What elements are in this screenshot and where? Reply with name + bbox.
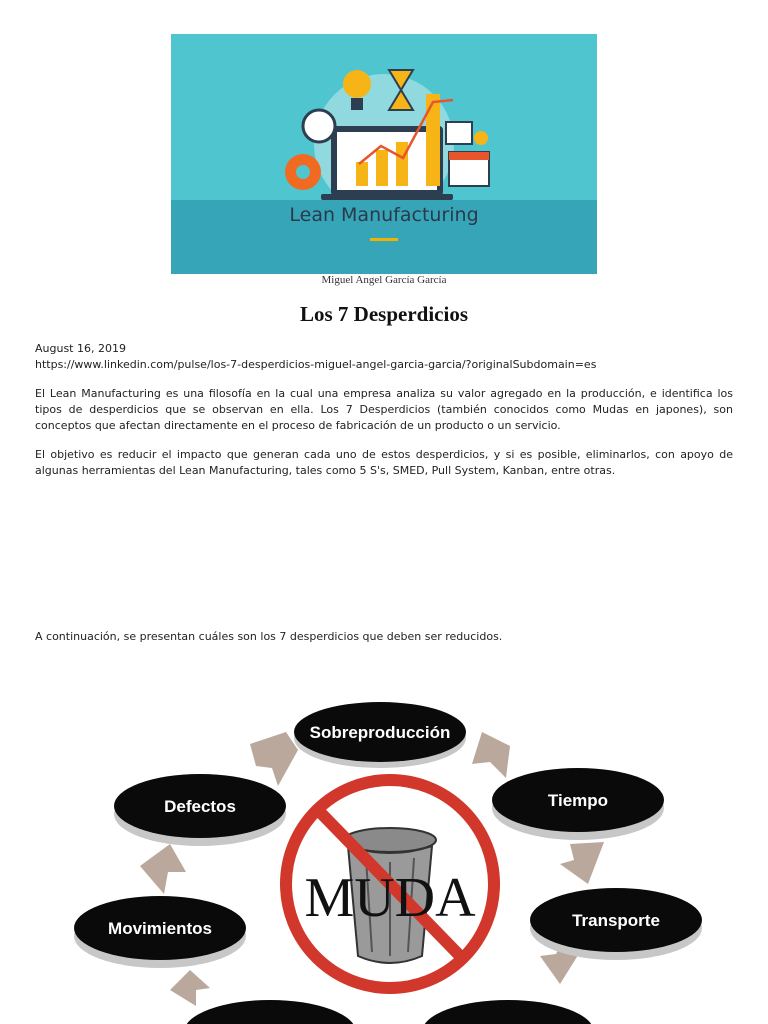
waste-partial-left [184, 1000, 356, 1024]
source-url[interactable]: https://www.linkedin.com/pulse/los-7-desperdicios-miguel-angel-garcia-garcia/?originalSubdomain=es [35, 358, 597, 371]
waste-movimientos [74, 896, 246, 968]
waste-label: Defectos [164, 797, 236, 816]
muda-center [286, 780, 494, 988]
waste-label: Sobreproducción [309, 723, 451, 742]
seven-wastes-diagram [60, 688, 720, 1024]
cycle-arrow [140, 844, 186, 894]
cycle-arrow [170, 970, 210, 1006]
waste-tiempo [492, 768, 664, 840]
cycle-arrow [472, 732, 510, 778]
waste-sobreproduccion [294, 702, 466, 768]
publish-date: August 16, 2019 [35, 342, 126, 355]
muda-label: MUDA [304, 867, 476, 929]
list-intro-paragraph: A continuación, se presentan cuáles son los 7 desperdicios que deben ser reducidos. [35, 630, 503, 643]
checklist-icon [446, 122, 472, 144]
lean-manufacturing-banner [171, 34, 597, 274]
waste-defectos [114, 774, 286, 846]
waste-label: Tiempo [547, 791, 609, 810]
waste-label: Transporte [572, 911, 660, 930]
intro-paragraph: El Lean Manufacturing es una filosofía en la cual una empresa analiza su valor agregado en la producción, e identifica los tipos de desperdicios que se observan en ella. Los 7 Desperdicios (también conocidos como Mudas en japones), son conceptos que afectan directamente en el proceso de fabricación de un producto o un servicio. [35, 387, 733, 432]
bar-chart-icon [356, 162, 368, 186]
waste-transporte [530, 888, 702, 960]
objective-paragraph: El objetivo es reducir el impacto que generan cada uno de estos desperdicios, y si es posible, eliminarlos, con apoyo de algunas herramientas del Lean Manufacturing, tales como 5 S's, SMED, Pull System, Kanban, entre otras. [35, 448, 733, 477]
waste-label: Movimientos [108, 919, 212, 938]
coin-icon [474, 131, 488, 145]
cycle-arrow [250, 732, 298, 786]
image-caption: Miguel Angel García García [321, 274, 447, 286]
cycle-arrow [560, 842, 604, 884]
waste-partial-right [422, 1000, 594, 1024]
banner-underline [370, 238, 398, 241]
page-title: Los 7 Desperdicios [300, 302, 468, 326]
clock-icon [303, 110, 335, 142]
lightbulb-icon [343, 70, 371, 98]
banner-title: Lean Manufacturing [289, 204, 479, 226]
